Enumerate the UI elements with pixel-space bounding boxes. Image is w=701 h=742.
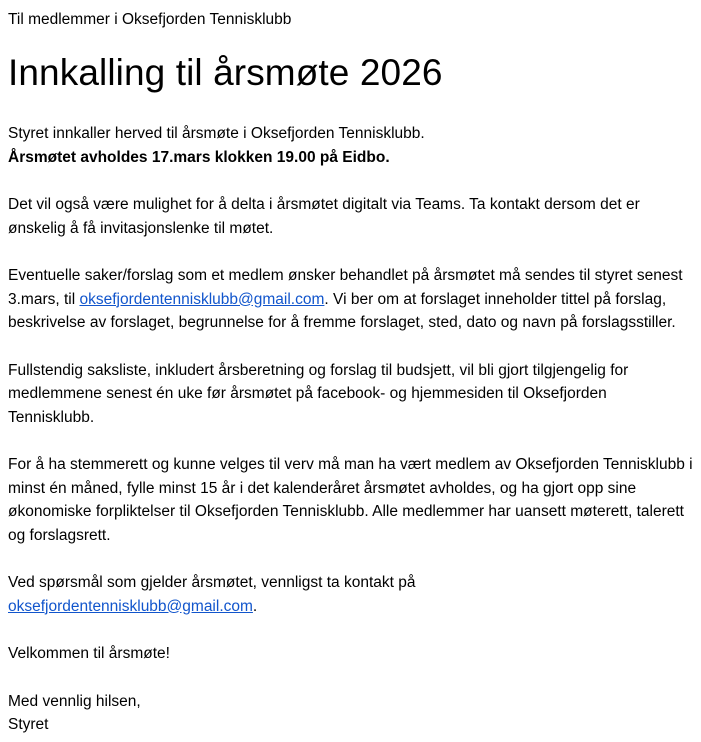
voting-rights-paragraph: For å ha stemmerett og kunne velges til verv må man ha vært medlem av Oksefjorden Tennisklubb i minst én måned, fylle minst 15 år i det kalenderåret årsmøtet avholdes, og ha gjort opp sine økonomiske forpliktelser til Oksefjorden Tennisklubb. Alle medlemmer har uansett møterett, talerett og forslagsrett. — [8, 456, 693, 544]
intro-paragraph — [8, 122, 693, 169]
proposals-text-before-link: Eventuelle saker/forslag som et medlem ønsker behandlet på årsmøtet må sendes til styret senest 3.mars, til — [8, 267, 683, 308]
signoff-greeting: Med vennlig hilsen, — [8, 692, 141, 710]
questions-email-link[interactable]: oksefjordentennisklubb@gmail.com — [8, 597, 253, 615]
proposals-paragraph — [8, 264, 693, 335]
intro-line: Styret innkaller herved til årsmøte i Oksefjorden Tennisklubb. — [8, 125, 425, 142]
digital-participation-paragraph: Det vil også være mulighet for å delta i årsmøtet digitalt via Teams. Ta kontakt dersom det er ønskelig å få invitasjonslenke til møtet. — [8, 196, 640, 237]
questions-email-line — [8, 595, 693, 619]
meeting-time-line: Årsmøtet avholdes 17.mars klokken 19.00 på Eidbo. — [8, 148, 390, 166]
questions-text: Ved spørsmål som gjelder årsmøtet, vennligst ta kontakt på — [8, 574, 416, 591]
welcome-line: Velkommen til årsmøte! — [8, 645, 170, 662]
signoff-block — [8, 690, 693, 737]
page-title: Innkalling til årsmøte 2026 — [8, 52, 443, 93]
proposals-text-after-link: . Vi ber om at forslaget inneholder tittel på forslag, beskrivelse av forslaget, begrunnelse for å fremme forslaget, sted, dato og navn på forslagsstiller. — [8, 290, 676, 331]
agenda-paragraph: Fullstendig saksliste, inkludert årsberetning og forslag til budsjett, vil bli gjort tilgjengelig for medlemmene senest én uke før årsmøtet på facebook- og hjemmesiden til Oksefjorden Tennisklubb. — [8, 361, 629, 426]
signoff-signature: Styret — [8, 716, 49, 733]
questions-suffix: . — [252, 597, 258, 615]
proposals-email-link[interactable]: oksefjordentennisklubb@gmail.com — [79, 290, 325, 308]
questions-paragraph — [8, 571, 693, 618]
greeting-line: Til medlemmer i Oksefjorden Tennisklubb — [8, 11, 292, 28]
